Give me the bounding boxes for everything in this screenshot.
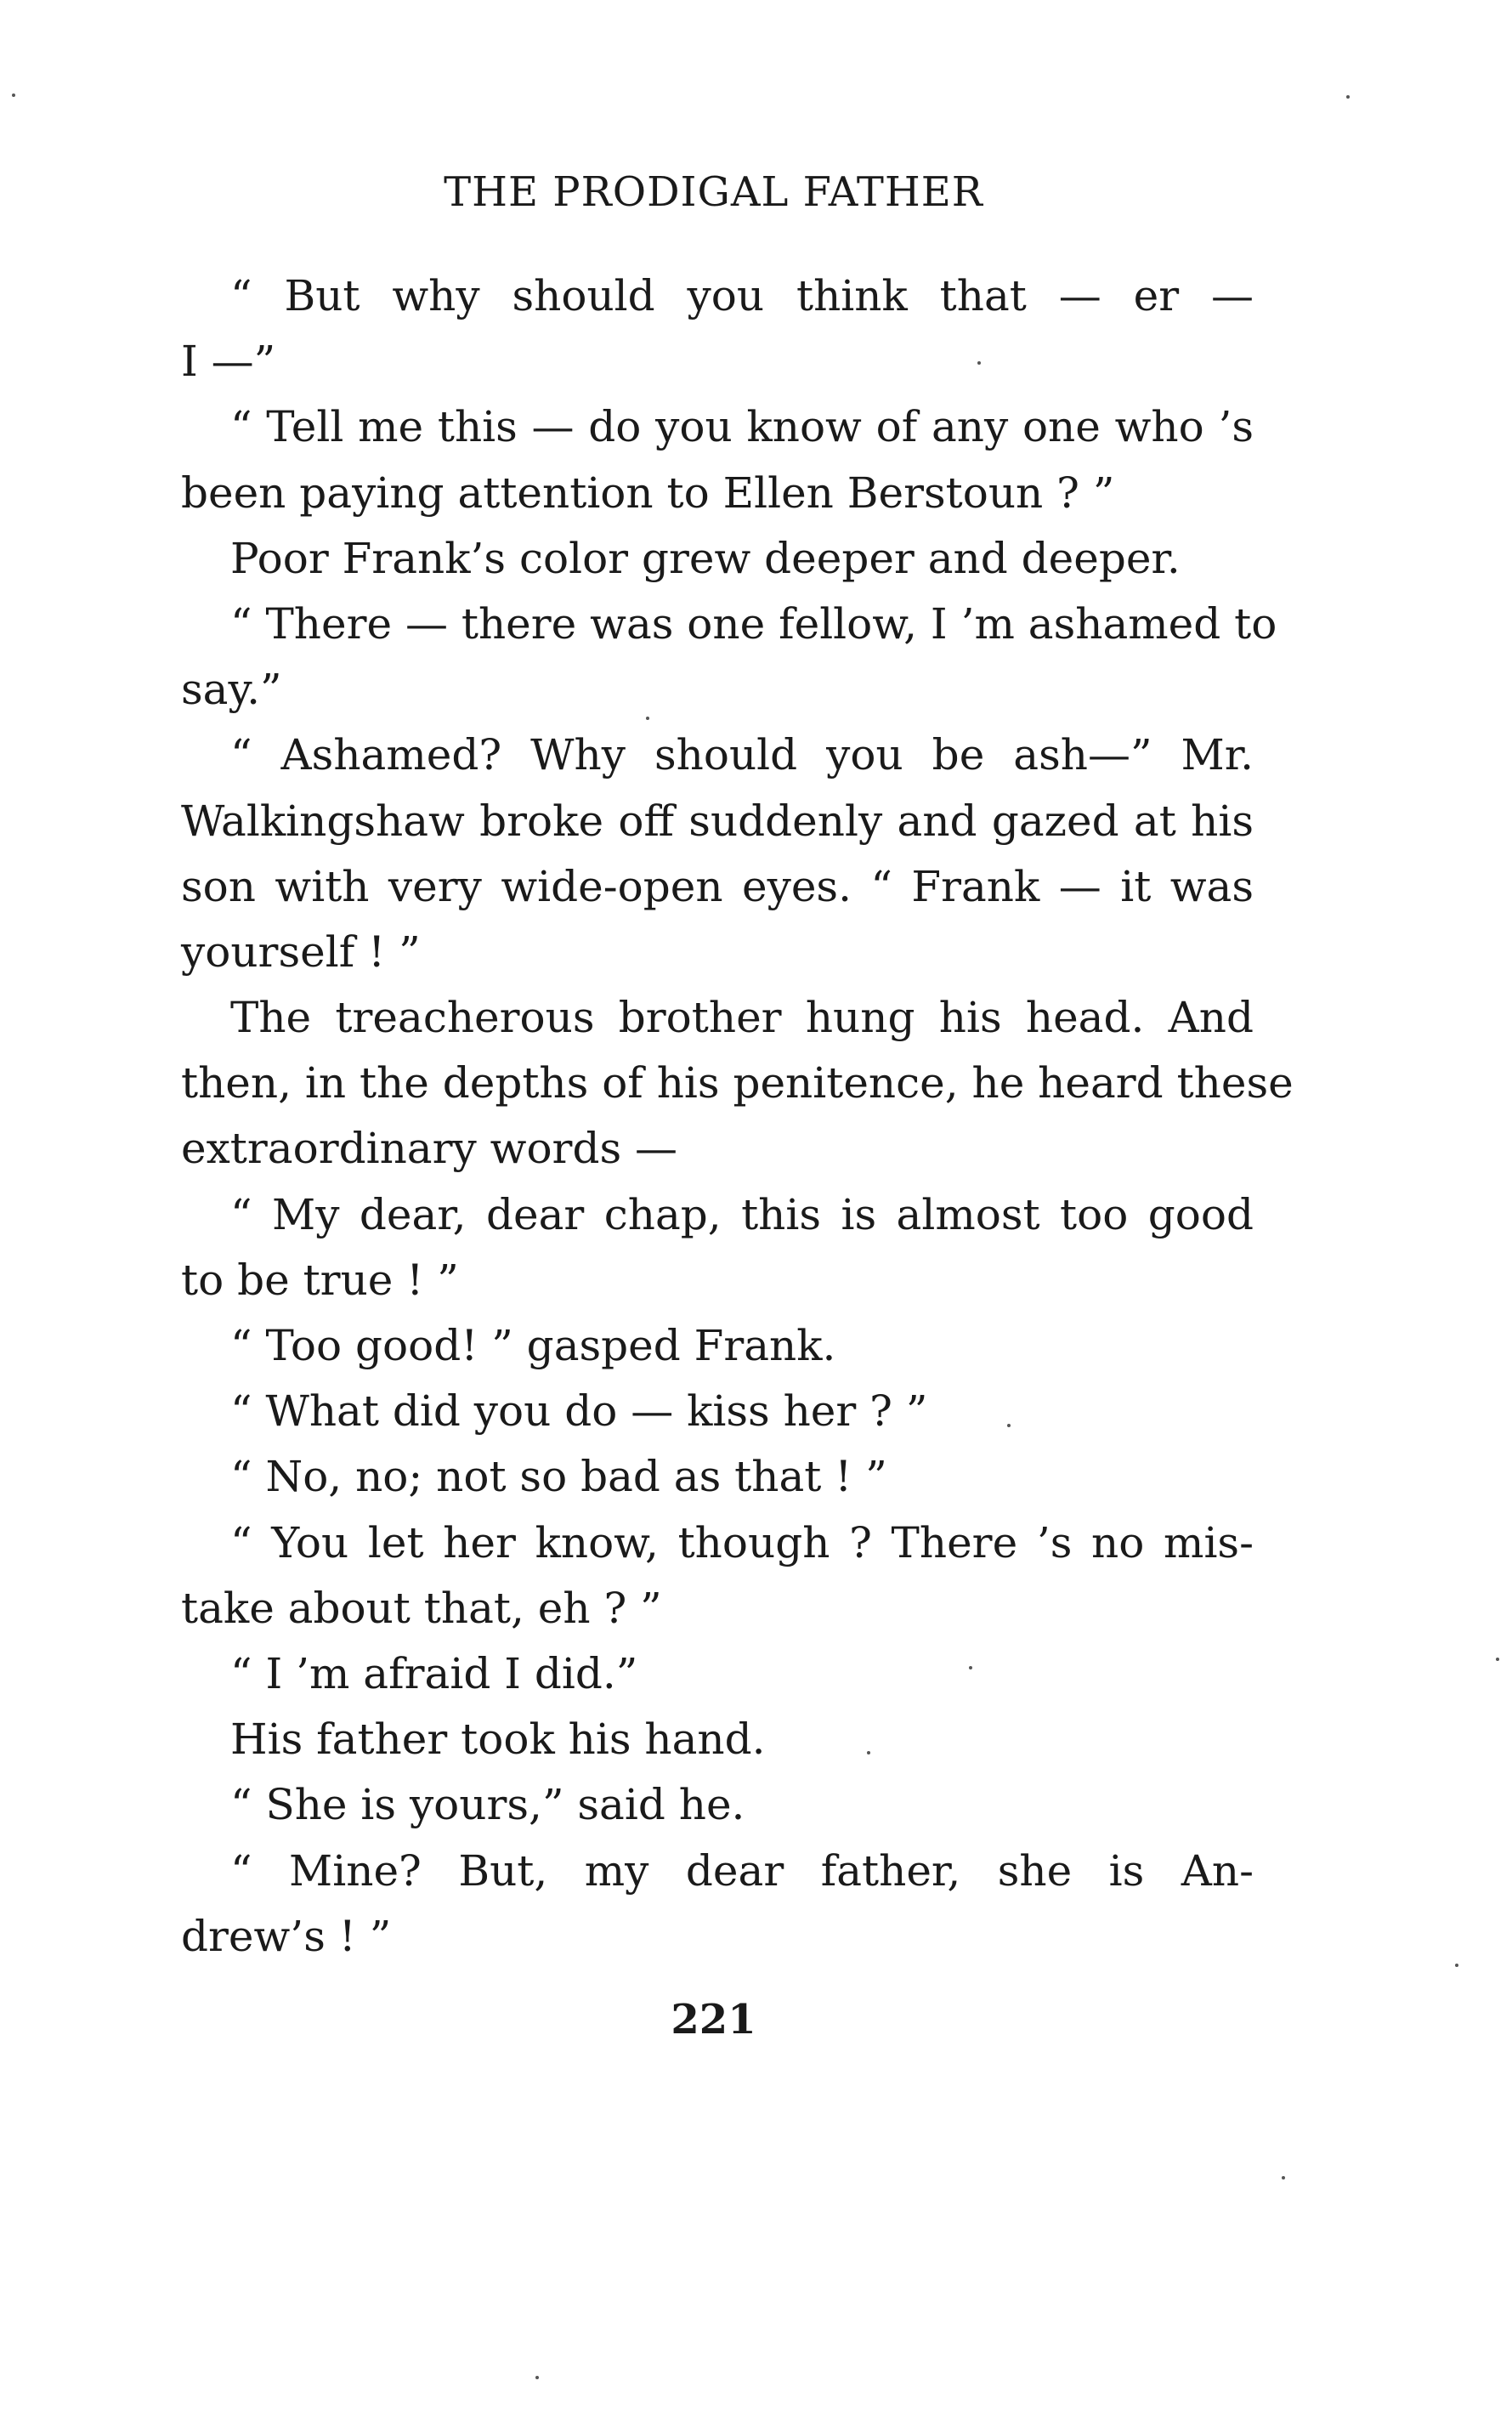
paper-speck xyxy=(12,94,15,97)
text-line: Walkingshaw broke off suddenly and gazed at his xyxy=(181,796,1254,846)
text-line: “ Mine? But, my dear father, she is An- xyxy=(230,1845,1254,1896)
paper-speck xyxy=(867,1751,870,1754)
paper-speck xyxy=(535,2376,539,2379)
text-line: yourself ! ” xyxy=(181,927,421,977)
text-line: “ I ’m afraid I did.” xyxy=(230,1648,638,1698)
text-line: “ But why should you think that — er — xyxy=(230,271,1254,320)
paper-speck xyxy=(977,361,981,365)
text-line: son with very wide-open eyes. “ Frank — it was xyxy=(181,861,1254,911)
text-line: Poor Frank’s color grew deeper and deeper. xyxy=(230,533,1181,583)
text-line: “ She is yours,” said he. xyxy=(230,1780,745,1830)
paper-speck xyxy=(1007,1424,1011,1427)
text-line: been paying attention to Ellen Berstoun ? ” xyxy=(181,468,1115,518)
text-line: drew’s ! ” xyxy=(181,1911,392,1961)
text-line: “ No, no; not so bad as that ! ” xyxy=(230,1452,887,1502)
text-line: “ Too good! ” gasped Frank. xyxy=(230,1321,836,1370)
text-line: His father took his hand. xyxy=(230,1715,766,1765)
text-line: to be true ! ” xyxy=(181,1255,459,1305)
text-line: “ What did you do — kiss her ? ” xyxy=(230,1386,928,1437)
text-line: I —” xyxy=(181,337,276,387)
text-line: “ There — there was one fellow, I ’m ashamed to xyxy=(230,598,1277,649)
text-line: “ Tell me this — do you know of any one who ’s xyxy=(230,402,1254,452)
text-line: “ Ashamed? Why should you be ash—” Mr. xyxy=(230,730,1254,780)
text-line: The treacherous brother hung his head. And xyxy=(230,993,1254,1043)
text-line: take about that, eh ? ” xyxy=(181,1583,662,1633)
text-line: extraordinary words — xyxy=(181,1124,678,1174)
body-text xyxy=(181,264,1294,1970)
paper-speck xyxy=(969,1666,972,1669)
paper-speck xyxy=(1496,1658,1499,1661)
paper-speck xyxy=(1346,95,1350,99)
page-number: 221 xyxy=(671,1996,756,2043)
text-line: then, in the depths of his penitence, he heard these xyxy=(181,1058,1294,1108)
paper-speck xyxy=(646,717,649,720)
running-head: THE PRODIGAL FATHER xyxy=(444,168,983,216)
paper-speck xyxy=(1282,2176,1285,2179)
paper-speck xyxy=(1455,1964,1458,1967)
text-line: “ You let her know, though ? There ’s no mis- xyxy=(230,1517,1254,1567)
text-line: “ My dear, dear chap, this is almost too good xyxy=(230,1189,1254,1239)
text-line: say.” xyxy=(181,665,282,715)
